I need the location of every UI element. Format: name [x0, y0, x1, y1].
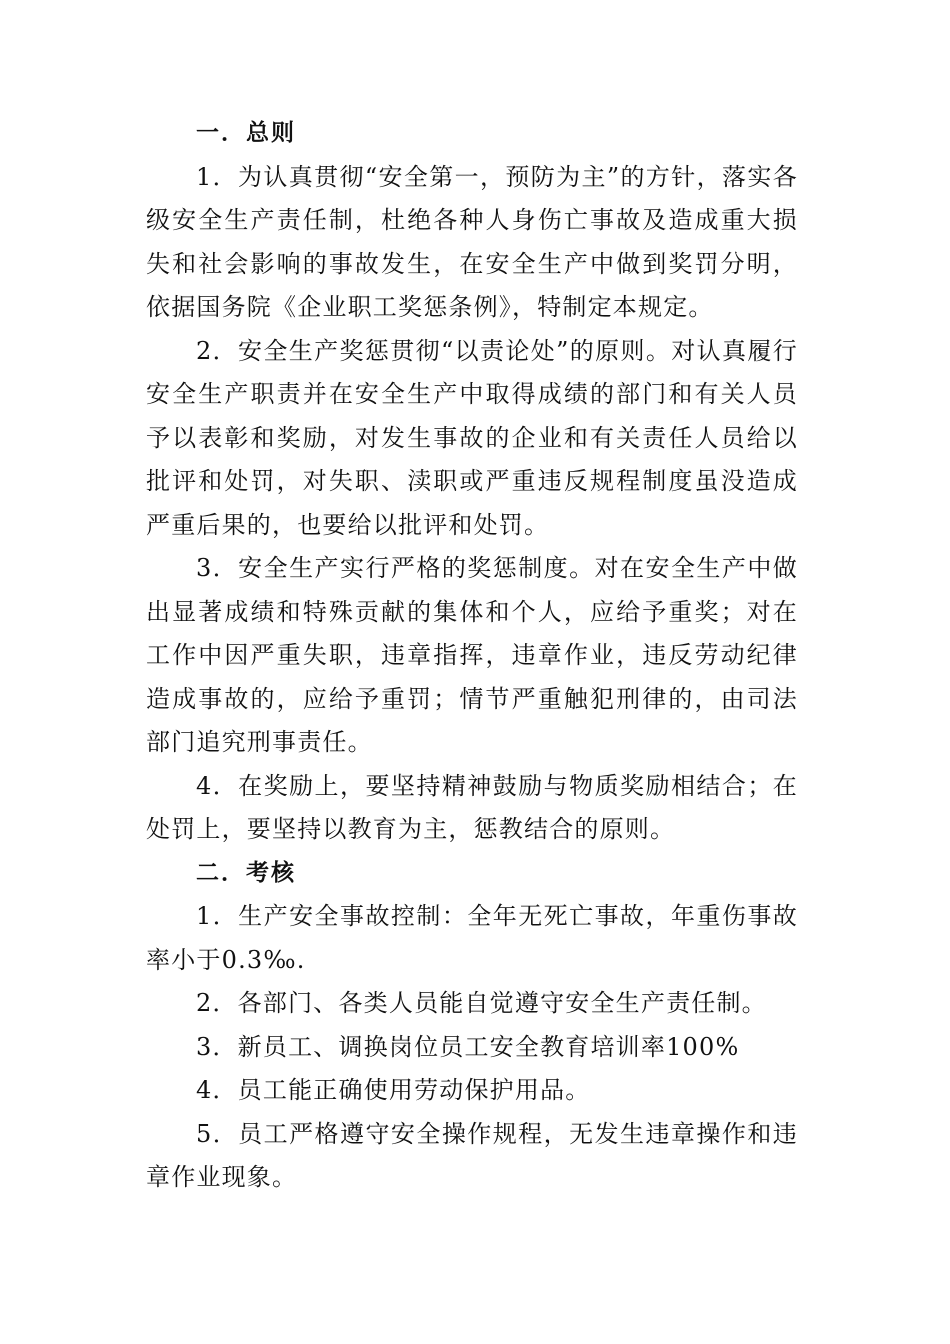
paragraph-assessment-4: 4．员工能正确使用劳动保护用品。 — [196, 1076, 591, 1104]
paragraph-general-2: 2．安全生产奖惩贯彻“以责论处”的原则。对认真履行安全生产职责并在安全生产中取得成绩的部门和有关人员予以表彰和奖励，对发生事故的企业和有关责任人员给以批评和处罚，对失职、渎职或严重违反规程制度虽没造成严重后果的，也要给以批评和处罚。 — [146, 336, 798, 539]
paragraph-assessment-5: 5．员工严格遵守安全操作规程，无发生违章操作和违章作业现象。 — [146, 1119, 798, 1191]
paragraph-assessment-1: 1．生产安全事故控制：全年无死亡事故，年重伤事故率小于0.3‰. — [146, 902, 798, 974]
section-heading-general: 一．总则 — [196, 120, 296, 146]
paragraph-assessment-3: 3．新员工、调换岗位员工安全教育培训率100% — [196, 1032, 740, 1061]
paragraph-general-4: 4．在奖励上，要坚持精神鼓励与物质奖励相结合；在处罚上，要坚持以教育为主，惩教结合的原则。 — [146, 771, 798, 843]
paragraph-general-3: 3．安全生产实行严格的奖惩制度。对在安全生产中做出显著成绩和特殊贡献的集体和个人，应给予重奖；对在工作中因严重失职，违章指挥，违章作业，违反劳动纪律造成事故的，应给予重罚；情节严重触犯刑律的，由司法部门追究刑事责任。 — [146, 554, 798, 756]
paragraph-assessment-2: 2．各部门、各类人员能自觉遵守安全生产责任制。 — [196, 989, 767, 1017]
document-body — [146, 112, 798, 1200]
section-heading-assessment: 二．考核 — [196, 859, 296, 886]
paragraph-general-1: 1．为认真贯彻“安全第一，预防为主”的方针，落实各级安全生产责任制，杜绝各种人身伤亡事故及造成重大损失和社会影响的事故发生，在安全生产中做到奖罚分明，依据国务院《企业职工奖惩条例》，特制定本规定。 — [146, 162, 798, 321]
